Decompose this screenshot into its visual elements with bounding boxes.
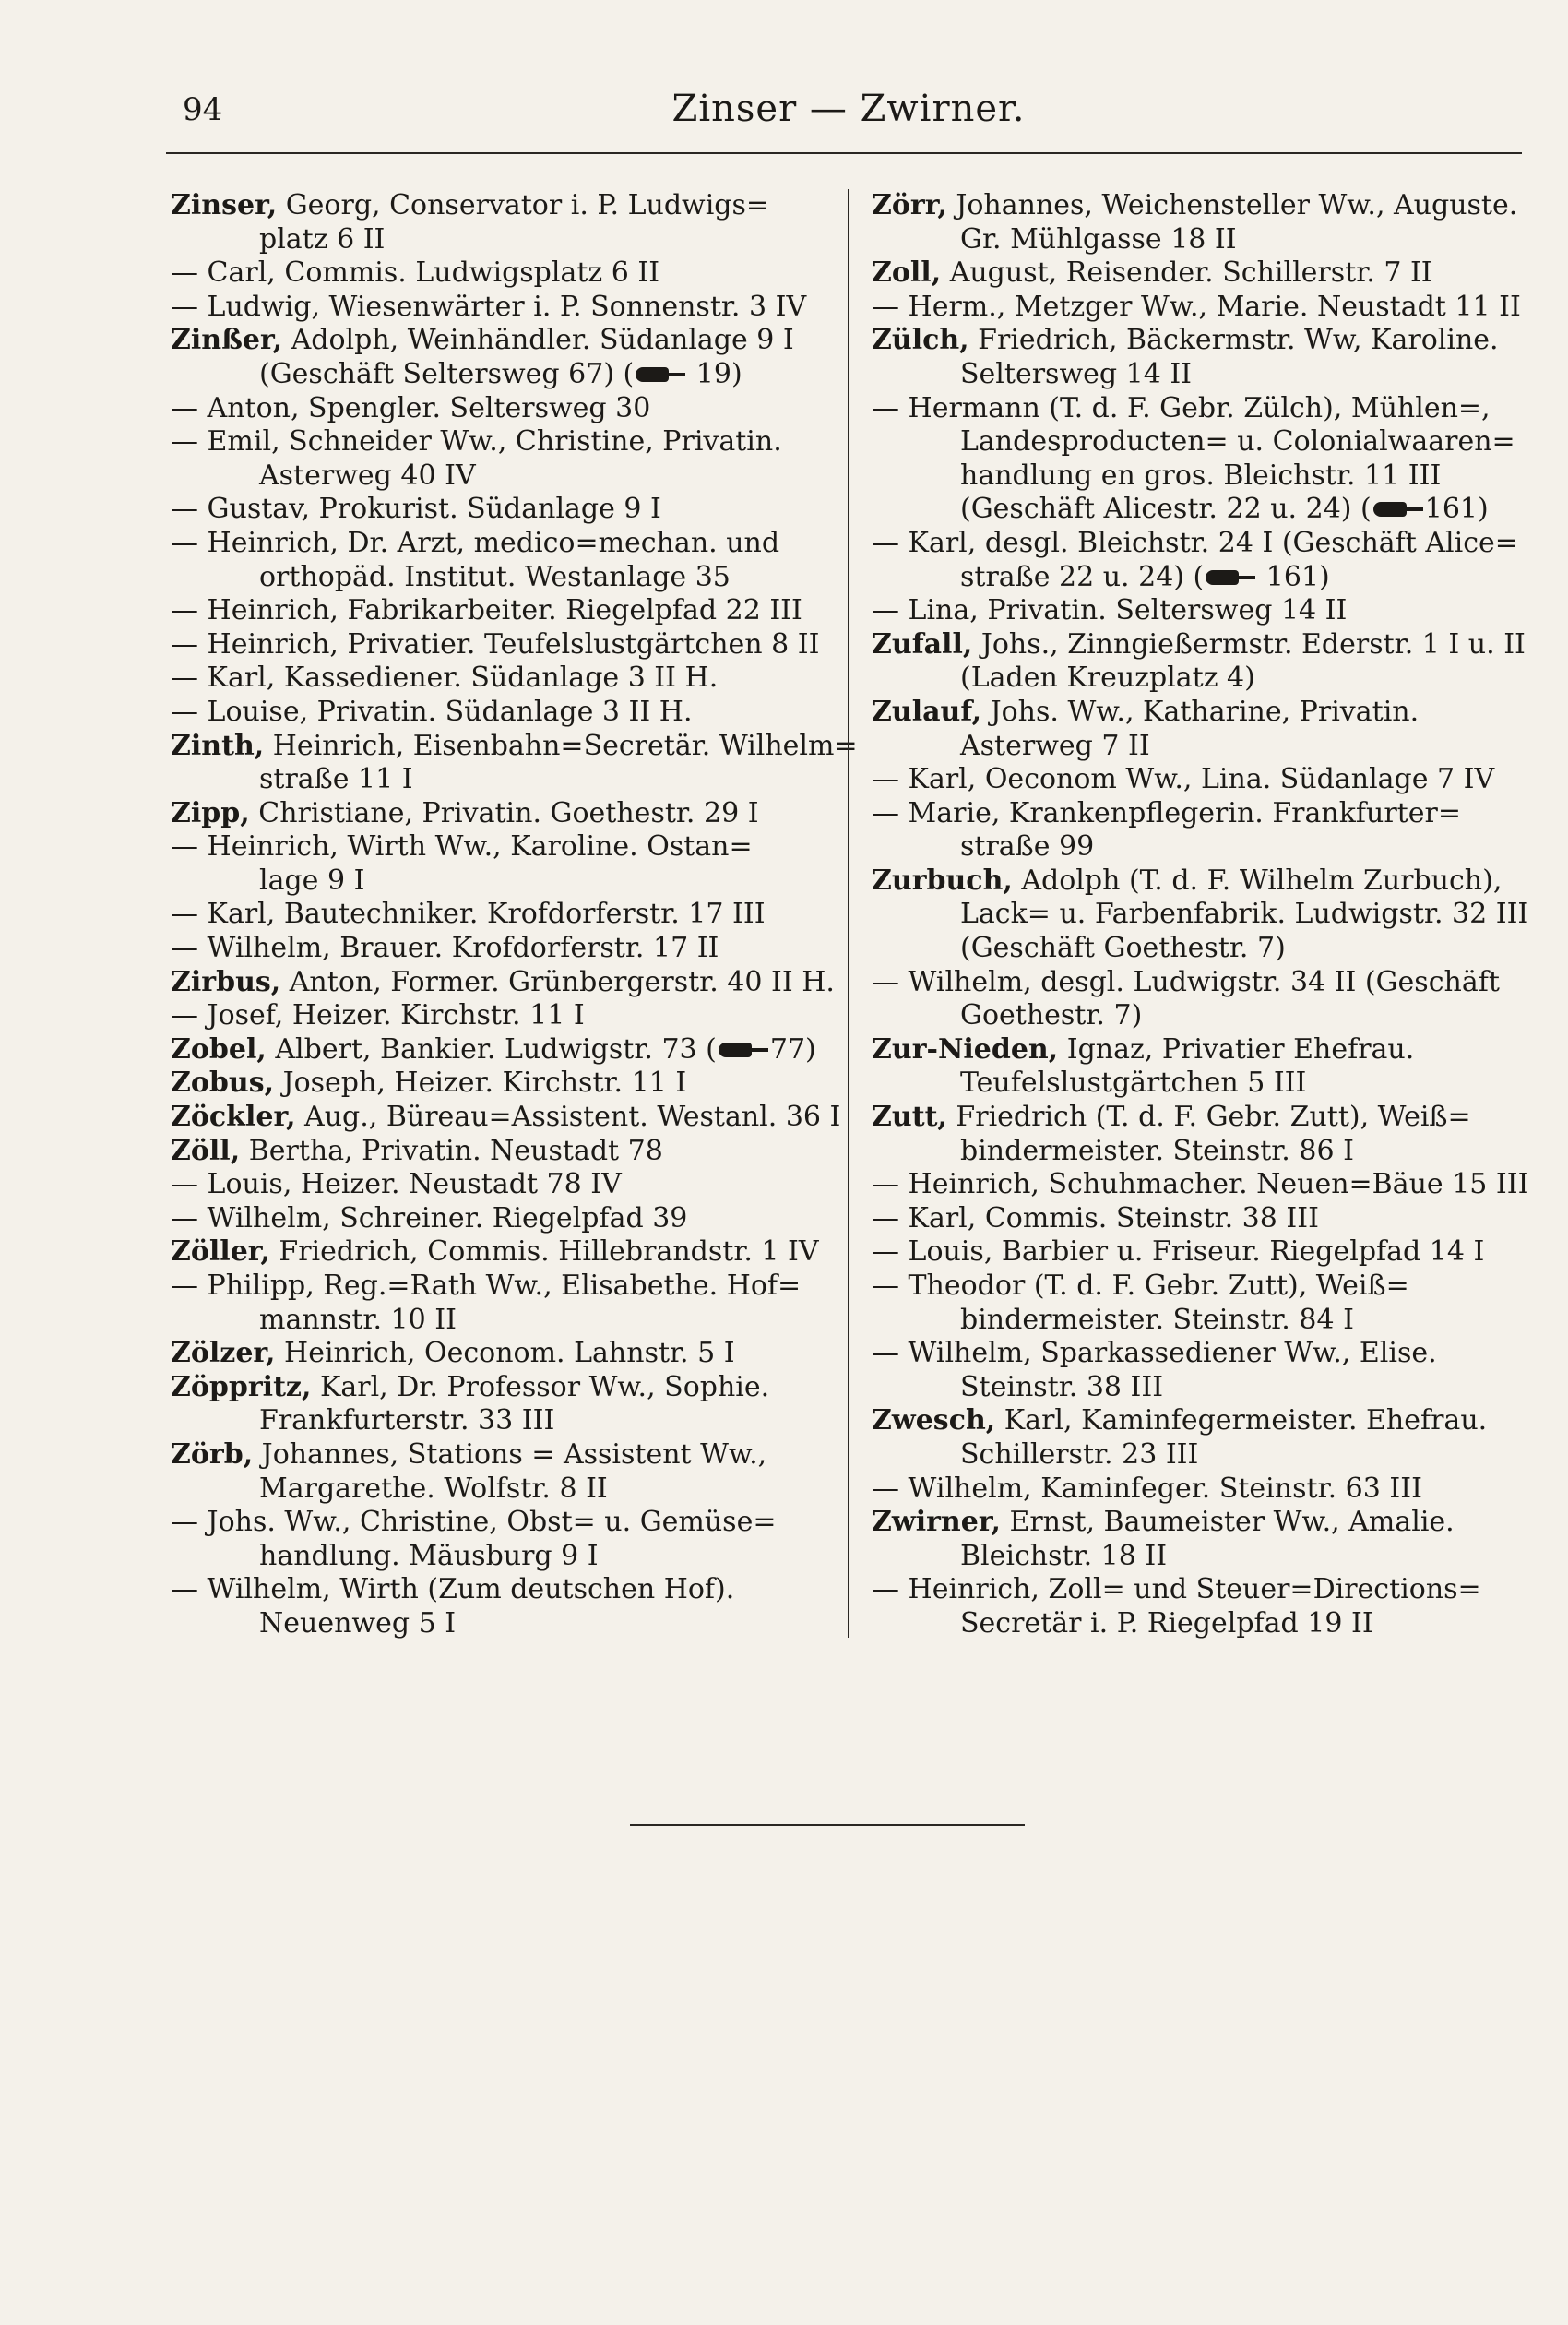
entry-text: Josef, Heizer. Kirchstr. 11 I [198,999,585,1032]
entry-text: Heinrich, Fabrikarbeiter. Riegelpfad 22 III [198,594,802,627]
directory-entry-line [171,561,835,595]
entry-text: Bleichstr. 18 II [960,1539,1168,1572]
directory-entry-line [872,1235,1517,1270]
entry-text: Wilhelm, Brauer. Krofdorferstr. 17 II [198,932,719,965]
repeat-dash: — [171,1201,198,1234]
directory-entry-line [171,594,835,628]
entry-text: straße 11 I [259,763,413,796]
entry-text: Georg, Conservator i. P. Ludwigs= [277,189,770,221]
directory-entry-line [171,256,835,291]
directory-entry-line [171,1438,835,1472]
directory-entry-line [872,627,1526,662]
directory-entry-line [171,1304,835,1338]
directory-entry-line [872,1438,1517,1472]
repeat-dash: — [171,1573,198,1606]
repeat-dash: — [171,932,198,965]
directory-entry-line [171,1573,835,1607]
entry-text: Bertha, Privatin. Neustadt 78 [240,1134,663,1167]
entry-text: orthopäd. Institut. Westanlage 35 [259,560,731,593]
directory-entry-line [171,324,835,358]
entry-text: (Geschäft Seltersweg 67) ( [259,357,635,390]
entry-text: Asterweg 7 II [960,729,1150,762]
entry-text: Heinrich, Wirth Ww., Karoline. Ostan= [198,830,753,864]
entry-text: Aug., Büreau=Assistent. Westanl. 36 I [295,1101,841,1134]
directory-entry-line [872,425,1517,459]
directory-entry-line [872,1033,1517,1067]
directory-entry-line [171,1371,835,1405]
entry-text: Neuenweg 5 I [259,1606,457,1639]
entry-text: Friedrich, Bäckermstr. Ww, Karoline. [968,324,1499,357]
surname: Zöller, [171,1235,270,1269]
entry-text: Karl, Commis. Steinstr. 38 III [899,1201,1319,1234]
surname: Zörb, [171,1437,254,1471]
entry-text: Wilhelm, desgl. Ludwigstr. 34 II (Geschäft [899,965,1500,998]
entry-text: Heinrich, Dr. Arzt, medico=mechan. und [198,526,780,559]
directory-entry-line [872,290,1521,325]
directory-entry-line [872,358,1517,392]
repeat-dash: — [872,1337,899,1370]
entry-text: Marie, Krankenpflegerin. Frankfurter= [899,796,1461,829]
directory-entry-line [171,999,835,1033]
entry-text: Margarethe. Wolfstr. 8 II [259,1472,608,1505]
repeat-dash: — [171,1506,198,1539]
repeat-dash: — [171,695,198,728]
entry-text: Gustav, Prokurist. Südanlage 9 I [198,493,661,526]
directory-entry-line [872,932,1517,966]
repeat-dash: — [872,1270,899,1302]
surname: Zöppritz, [171,1370,312,1403]
entry-text: Christiane, Privatin. Goethestr. 29 I [249,796,759,829]
entry-text: Louis, Heizer. Neustadt 78 IV [198,1168,622,1201]
entry-text: lage 9 I [259,864,365,897]
repeat-dash: — [171,290,198,323]
pointing-hand-icon [1373,499,1423,519]
entry-text: Johannes, Stations = Assistent Ww., [253,1437,767,1471]
surname: Zinßer, [171,324,283,357]
directory-column-right [872,189,1529,1641]
directory-entry-line [872,459,1517,494]
directory-entry-line [171,966,835,1000]
directory-entry-line [171,1033,835,1067]
directory-entry-line [171,358,835,392]
directory-entry-line [872,1202,1517,1236]
repeat-dash: — [171,999,198,1032]
entry-text: Ernst, Baumeister Ww., Amalie. [1000,1506,1455,1539]
entry-text: Anton, Spengler. Seltersweg 30 [198,391,651,424]
directory-entry-line [171,1540,835,1574]
directory-entry-line [171,1202,835,1236]
directory-entry-line [171,1506,835,1540]
directory-entry-line [171,459,835,494]
directory-entry-line [171,729,858,764]
repeat-dash: — [872,763,899,796]
repeat-dash: — [872,1573,899,1606]
directory-entry-line [872,223,1517,257]
directory-entry-line [171,1607,835,1641]
entry-text: bindermeister. Steinstr. 84 I [960,1303,1354,1336]
surname: Zwesch, [872,1404,996,1437]
directory-entry-line [171,932,835,966]
entry-text: (Geschäft Goethestr. 7) [960,932,1286,965]
directory-entry-line [872,662,1517,696]
entry-text: Theodor (T. d. F. Gebr. Zutt), Weiß= [899,1270,1409,1302]
entry-text: Johs., Zinngießermstr. Ederstr. 1 I u. II [972,627,1526,661]
repeat-dash: — [171,391,198,424]
directory-entry-line [872,1506,1517,1540]
entry-text: Lack= u. Farbenfabrik. Ludwigstr. 32 III [960,898,1529,931]
entry-text: Karl, Oeconom Ww., Lina. Südanlage 7 IV [899,763,1495,796]
directory-entry-line [872,1168,1529,1202]
directory-entry-line [872,830,1517,864]
surname: Zöll, [171,1134,241,1167]
surname: Zobus, [171,1067,275,1100]
entry-text: Philipp, Reg.=Rath Ww., Elisabethe. Hof= [198,1270,802,1302]
directory-entry-line [171,898,835,932]
directory-entry-line [872,1101,1517,1135]
surname: Zurbuch, [872,864,1013,897]
directory-entry-line [872,898,1529,932]
entry-text: Steinstr. 38 III [960,1370,1164,1403]
entry-text: (Geschäft Alicestr. 22 u. 24) ( [960,493,1372,526]
entry-text: Wilhelm, Schreiner. Riegelpfad 39 [198,1201,688,1234]
repeat-dash: — [872,391,899,424]
entry-text: Heinrich, Eisenbahn=Secretär. Wilhelm= [264,729,858,762]
pointing-hand-icon [1206,567,1255,588]
repeat-dash: — [171,662,198,695]
surname: Zölzer, [171,1337,276,1370]
directory-entry-line [171,1337,835,1371]
entry-text: Johs. Ww., Christine, Obst= u. Gemüse= [198,1506,777,1539]
directory-entry-line [872,1472,1517,1507]
entry-text: Hermann (T. d. F. Gebr. Zülch), Mühlen=, [899,391,1491,424]
pointing-hand-icon [719,1040,768,1060]
repeat-dash: — [872,1235,899,1269]
repeat-dash: — [872,965,899,998]
surname: Zutt, [872,1101,947,1134]
directory-entry-line [872,1304,1517,1338]
directory-entry-line [171,797,835,831]
directory-entry-line [171,1270,835,1304]
entry-text: Friedrich (T. d. F. Gebr. Zutt), Weiß= [946,1101,1471,1134]
entry-text: Louis, Barbier u. Friseur. Riegelpfad 14 I [899,1235,1485,1269]
page-number: 94 [183,91,223,128]
repeat-dash: — [171,526,198,559]
directory-entry-line [171,696,835,730]
directory-entry-line [872,1067,1517,1101]
directory-entry-line [872,999,1517,1033]
repeat-dash: — [872,594,899,627]
directory-entry-line [872,797,1517,831]
entry-text: Johs. Ww., Katharine, Privatin. [981,695,1420,728]
entry-text: Gr. Mühlgasse 18 II [960,222,1237,256]
directory-entry-line [171,291,835,325]
entry-text: Frankfurterstr. 33 III [259,1404,555,1437]
directory-entry-line [872,324,1517,358]
entry-text: Karl, Kassediener. Südanlage 3 II H. [198,662,719,695]
entry-text: Lina, Privatin. Seltersweg 14 II [899,594,1348,627]
entry-text: straße 22 u. 24) ( [960,560,1205,593]
entry-text: Heinrich, Schuhmacher. Neuen=Bäue 15 III [899,1168,1529,1201]
directory-entry-line [171,1168,835,1202]
entry-text: Heinrich, Oeconom. Lahnstr. 5 I [275,1337,735,1370]
repeat-dash: — [872,290,899,323]
repeat-dash: — [171,594,198,627]
directory-entry-line [171,1135,835,1169]
directory-entry-line [872,256,1517,291]
repeat-dash: — [171,627,198,661]
entry-text: Carl, Commis. Ludwigsplatz 6 II [198,256,660,290]
directory-entry-line [872,594,1517,628]
directory-entry-line [872,1607,1517,1641]
pointing-hand-icon [636,364,685,385]
entry-text: Asterweg 40 IV [259,459,476,492]
entry-text: Teufelslustgärtchen 5 III [960,1067,1307,1100]
directory-entry-line [171,763,835,797]
repeat-dash: — [171,425,198,459]
surname: Zoll, [872,256,942,290]
entry-reference: 161) [1257,560,1330,593]
directory-entry-line [171,662,835,696]
entry-text: (Laden Kreuzplatz 4) [960,662,1255,695]
column-divider [848,189,849,1638]
repeat-dash: — [872,796,899,829]
directory-entry-line [872,1135,1517,1169]
surname: Zülch, [872,324,969,357]
directory-entry-line [171,223,835,257]
directory-entry-line [872,392,1517,426]
repeat-dash: — [171,493,198,526]
entry-text: bindermeister. Steinstr. 86 I [960,1134,1354,1167]
repeat-dash: — [171,1270,198,1302]
entry-text: Heinrich, Privatier. Teufelslustgärtchen 8 II [198,627,820,661]
directory-entry-line [872,763,1517,797]
repeat-dash: — [171,898,198,931]
directory-entry-line [171,1404,835,1438]
entry-text: Landesproducten= u. Colonialwaaren= [960,425,1515,459]
directory-entry-line [171,425,835,459]
entry-text: Goethestr. 7) [960,999,1143,1032]
entry-text: Schillerstr. 23 III [960,1437,1199,1471]
surname: Zufall, [872,627,973,661]
repeat-dash: — [872,1472,899,1505]
surname: Zipp, [171,796,250,829]
directory-entry-line [171,189,835,223]
entry-text: Albert, Bankier. Ludwigstr. 73 ( [266,1032,717,1066]
repeat-dash: — [872,1201,899,1234]
directory-entry-line [171,1067,835,1101]
entry-text: Karl, Bautechniker. Krofdorferstr. 17 III [198,898,766,931]
directory-entry-line [872,1270,1517,1304]
entry-text: Ignaz, Privatier Ehefrau. [1058,1032,1415,1066]
directory-entry-line [872,696,1517,730]
entry-text: straße 99 [960,830,1095,864]
surname: Zirbus, [171,965,281,998]
entry-text: Wilhelm, Sparkassediener Ww., Elise. [899,1337,1437,1370]
directory-entry-line [171,527,835,561]
directory-entry-line [872,561,1517,595]
surname: Zobel, [171,1032,267,1066]
directory-entry-line [872,527,1517,561]
page-header [175,88,1522,143]
directory-entry-line [171,830,835,864]
surname: Zinser, [171,189,278,221]
entry-text: Herm., Metzger Ww., Marie. Neustadt 11 II [899,290,1521,323]
entry-text: Adolph, Weinhändler. Südanlage 9 I [282,324,794,357]
entry-text: Karl, Dr. Professor Ww., Sophie. [311,1370,770,1403]
entry-text: Ludwig, Wiesenwärter i. P. Sonnenstr. 3 IV [198,290,807,323]
directory-entry-line [872,730,1517,764]
entry-text: Wilhelm, Kaminfeger. Steinstr. 63 III [899,1472,1422,1505]
entry-text: Louise, Privatin. Südanlage 3 II H. [198,695,693,728]
entry-reference: 77) [769,1032,816,1066]
entry-text: Friedrich, Commis. Hillebrandstr. 1 IV [269,1235,819,1269]
directory-entry-line [171,628,835,662]
entry-text: Secretär i. P. Riegelpfad 19 II [960,1606,1373,1639]
directory-entry-line [171,864,835,899]
directory-column-left [171,189,858,1641]
surname: Zwirner, [872,1506,1001,1539]
directory-entry-line [171,392,835,426]
entry-reference: 161) [1424,493,1489,526]
entry-text: Johannes, Weichensteller Ww., Auguste. [946,189,1518,221]
directory-entry-line [171,493,835,527]
directory-entry-line [872,1540,1517,1574]
surname: Zöckler, [171,1101,296,1134]
entry-text: handlung en gros. Bleichstr. 11 III [960,459,1442,492]
running-head: Zinser — Zwirner. [671,88,1026,130]
repeat-dash: — [171,830,198,864]
entry-text: Anton, Former. Grünbergerstr. 40 II H. [280,965,835,998]
surname: Zörr, [872,189,947,221]
repeat-dash: — [872,1168,899,1201]
entry-text: handlung. Mäusburg 9 I [259,1539,599,1572]
surname: Zulauf, [872,695,982,728]
repeat-dash: — [171,1168,198,1201]
repeat-dash: — [171,256,198,290]
directory-entry-line [171,1101,841,1135]
directory-entry-line [872,1337,1517,1371]
entry-reference: 19) [687,357,742,390]
entry-text: August, Reisender. Schillerstr. 7 II [941,256,1432,290]
header-rule [166,152,1522,154]
directory-entry-line [872,1404,1517,1438]
entry-text: Seltersweg 14 II [960,357,1193,390]
entry-text: Emil, Schneider Ww., Christine, Privatin. [198,425,782,459]
directory-entry-line [872,189,1517,223]
directory-entry-line [171,1235,835,1270]
directory-entry-line [872,1573,1517,1607]
directory-entry-line [171,1472,835,1507]
entry-text: Wilhelm, Wirth (Zum deutschen Hof). [198,1573,735,1606]
directory-entry-line [872,966,1517,1000]
footer-rule [630,1824,1025,1826]
entry-text: Joseph, Heizer. Kirchstr. 11 I [274,1067,687,1100]
entry-text: mannstr. 10 II [259,1303,457,1336]
entry-text: Karl, Kaminfegermeister. Ehefrau. [995,1404,1488,1437]
directory-entry-line [872,864,1517,899]
directory-entry-line [872,1371,1517,1405]
surname: Zur-Nieden, [872,1032,1059,1066]
surname: Zinth, [171,729,265,762]
entry-text: Heinrich, Zoll= und Steuer=Directions= [899,1573,1481,1606]
directory-entry-line [872,493,1517,527]
entry-text: Karl, desgl. Bleichstr. 24 I (Geschäft Alice= [899,526,1518,559]
entry-text: Adolph (T. d. F. Wilhelm Zurbuch), [1012,864,1503,897]
entry-text: platz 6 II [259,222,386,256]
repeat-dash: — [872,526,899,559]
